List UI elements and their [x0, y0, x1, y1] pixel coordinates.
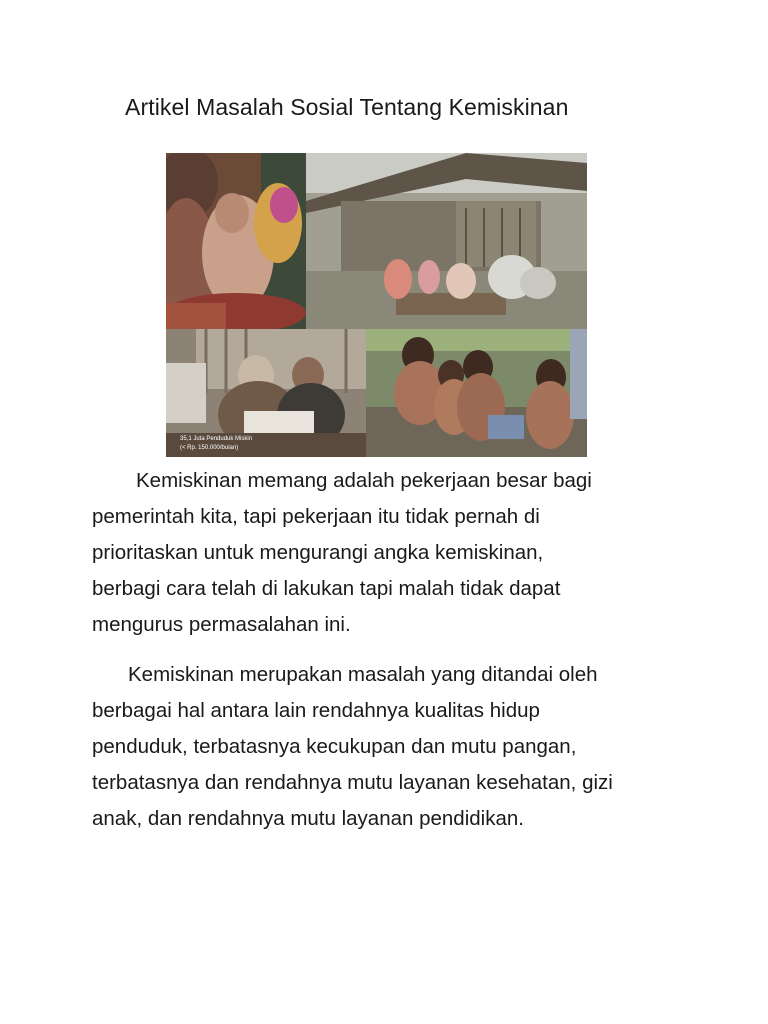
- paragraph-line: anak, dan rendahnya mutu layanan pendidikan.: [92, 807, 524, 830]
- poverty-photo-collage: [166, 153, 587, 457]
- document-title: Artikel Masalah Sosial Tentang Kemiskinan: [125, 94, 569, 120]
- paragraph-line: mengurus permasalahan ini.: [92, 613, 351, 636]
- paragraph-line: Kemiskinan memang adalah pekerjaan besar bagi: [136, 469, 592, 492]
- paragraph-2: [92, 657, 692, 837]
- paragraph-line: penduduk, terbatasnya kecukupan dan mutu pangan,: [92, 735, 577, 758]
- paragraph-1: [92, 463, 692, 643]
- photo-bamboo-house: [306, 153, 587, 329]
- paragraph-line: Kemiskinan merupakan masalah yang ditandai oleh: [128, 663, 598, 686]
- photo-children-sitting: [366, 329, 587, 457]
- photo-mother-and-child: [166, 153, 306, 333]
- paragraph-line: terbatasnya dan rendahnya mutu layanan kesehatan, gizi: [92, 771, 613, 794]
- photo-women-at-desk: [166, 329, 366, 457]
- photo-caption-line-1: 35,1 Juta Penduduk Miskin: [180, 436, 253, 442]
- photo-caption-line-2: (< Rp. 150.000/bulan): [180, 445, 239, 451]
- paragraph-line: pemerintah kita, tapi pekerjaan itu tidak pernah di: [92, 505, 540, 528]
- paragraph-line: prioritaskan untuk mengurangi angka kemiskinan,: [92, 541, 544, 564]
- paragraph-line: berbagai hal antara lain rendahnya kualitas hidup: [92, 699, 540, 722]
- paragraph-line: berbagi cara telah di lakukan tapi malah tidak dapat: [92, 577, 561, 600]
